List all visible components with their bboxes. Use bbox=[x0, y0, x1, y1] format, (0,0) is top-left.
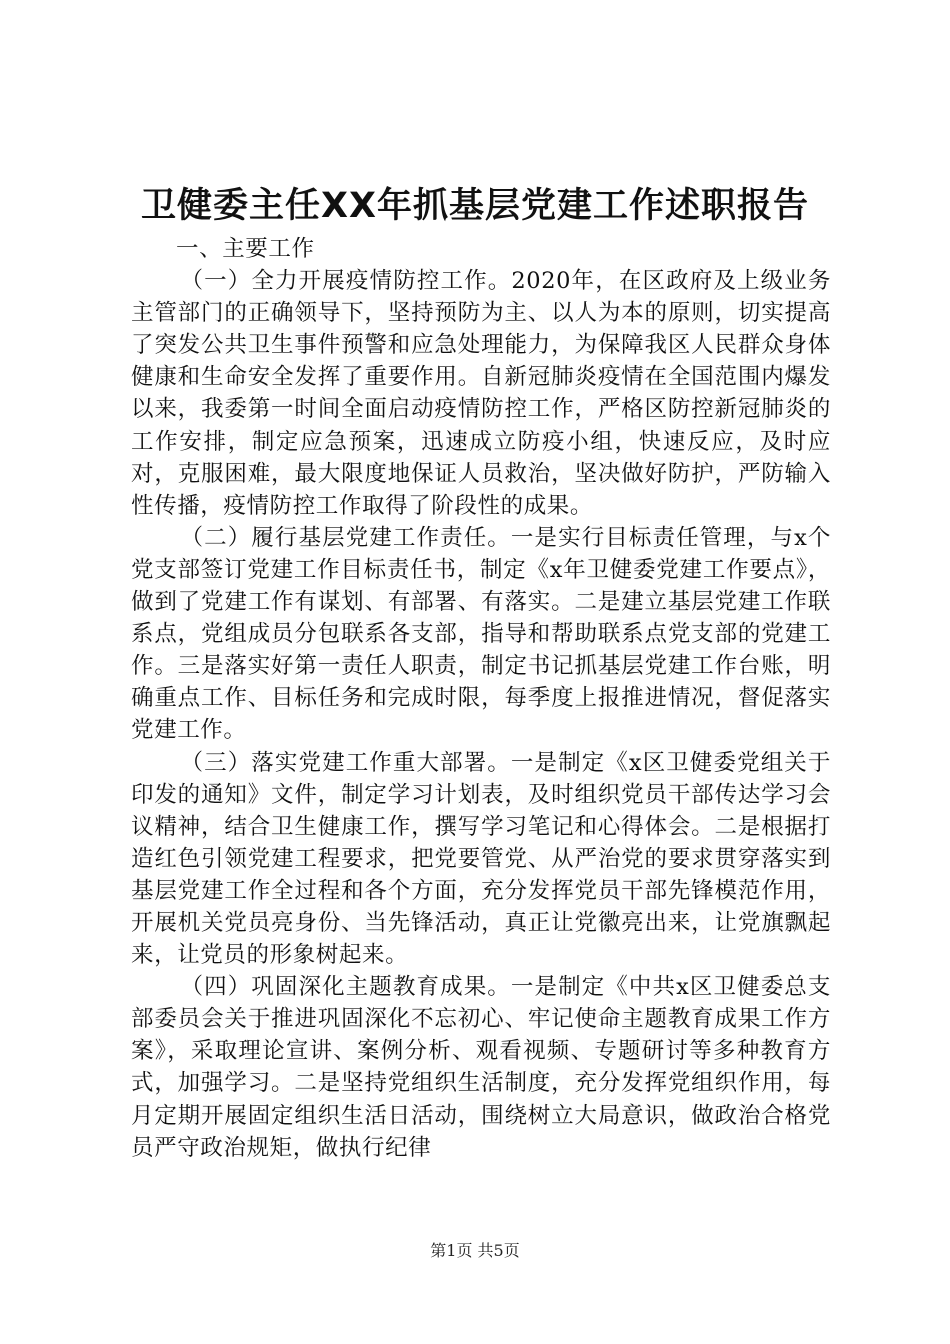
page-indicator: 第1页 共5页 bbox=[430, 1241, 520, 1260]
paragraph-theme-education: （四）巩固深化主题教育成果。一是制定《中共x区卫健委总支部委员会关于推进巩固深化不忘初心、牢记使命主题教育成果工作方案》，采取理论宣讲、案例分析、观看视频、专题研讨等多种教育方式，加强学习。二是坚持党组织生活制度，充分发挥党组织作用，每月定期开展固定组织生活日活动，围绕树立大局意识，做政治合格党员严守政治规矩，做执行纪律 bbox=[131, 974, 831, 1161]
paragraph-party-building-responsibility: （二）履行基层党建工作责任。一是实行目标责任管理，与x个党支部签订党建工作目标责任书，制定《x年卫健委党建工作要点》，做到了党建工作有谋划、有部署、有落实。二是建立基层党建工作联系点，党组成员分包联系各支部，指导和帮助联系点党支部的党建工作。三是落实好第一责任人职责，制定书记抓基层党建工作台账，明确重点工作、目标任务和完成时限，每季度上报推进情况，督促落实党建工作。 bbox=[131, 524, 831, 744]
paragraph-epidemic-prevention: （一）全力开展疫情防控工作。2020年，在区政府及上级业务主管部门的正确领导下，坚持预防为主、以人为本的原则，切实提高了突发公共卫生事件预警和应急处理能力，为保障我区人民群众身体健康和生命安全发挥了重要作用。自新冠肺炎疫情在全国范围内爆发以来，我委第一时间全面启动疫情防控工作，严格区防控新冠肺炎的工作安排，制定应急预案，迅速成立防疫小组，快速反应，及时应对，克服困难，最大限度地保证人员救治，坚决做好防护，严防输入性传播，疫情防控工作取得了阶段性的成果。 bbox=[131, 268, 831, 519]
document-body bbox=[131, 233, 831, 1164]
paragraph-party-building-deployment: （三）落实党建工作重大部署。一是制定《x区卫健委党组关于印发的通知》文件，制定学习计划表，及时组织党员干部传达学习会议精神，结合卫生健康工作，撰写学习笔记和心得体会。二是根据打造红色引领党建工程要求，把党要管党、从严治党的要求贯穿落实到基层党建工作全过程和各个方面，充分发挥党员干部先锋模范作用，开展机关党员亮身份、当先锋活动，真正让党徽亮出来，让党旗飘起来，让党员的形象树起来。 bbox=[131, 749, 831, 969]
document-title: 卫健委主任XX年抓基层党建工作述职报告 bbox=[141, 186, 809, 226]
section-heading: 一、主要工作 bbox=[176, 236, 315, 262]
